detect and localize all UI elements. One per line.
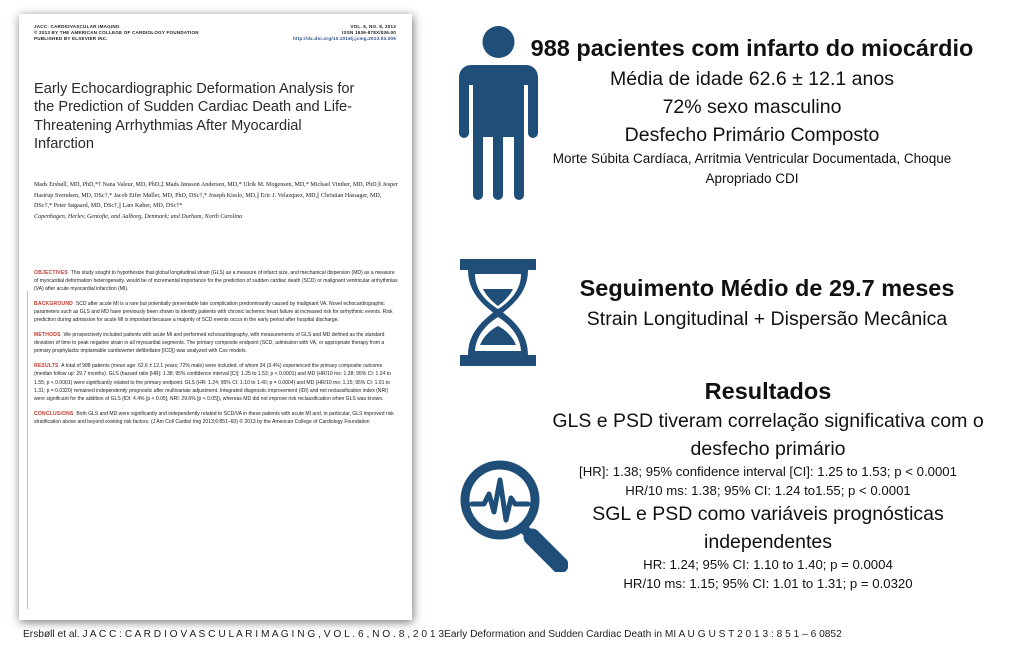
results-summary [538, 377, 998, 593]
outcome-components-cont: Apropriado CDI [705, 171, 799, 186]
background-section [34, 300, 399, 324]
methods-section [34, 331, 399, 355]
journal-header: JACC: CARDIOVASCULAR IMAGING © 2013 BY THE AMERICAN COLLEGE OF CARDIOLOGY FOUNDATION PUBLISHED BY ELSEVIER INC. [34, 24, 199, 41]
volume-info: VOL. 6, NO. 8, 2013 [350, 24, 396, 29]
results-section [34, 362, 399, 402]
gls-hazard-ratio: [HR]: 1.38; 95% confidence interval [CI]: 1.25 to 1.53; p < 0.0001 [579, 464, 957, 479]
male-percentage: 72% sexo masculino [662, 96, 842, 118]
conclusions-text: Both GLS and MD were significantly and independently related to SCD/VA in these patients with acute MI and, in particular, GLS improved risk stratification above and beyond existing risk factors. (J Am Coll Cardiol Img 2013;6:851–60) © 2013 by the American College of Cardiology Foundation [34, 410, 394, 425]
gls-adjusted-hr: HR: 1.24; 95% CI: 1.10 to 1.40; p = 0.0004 [643, 557, 893, 573]
conclusions-section [34, 410, 399, 426]
objectives-label: OBJECTIVES [34, 270, 68, 276]
conclusions-label: CONCLUSIONS [34, 410, 74, 417]
methods-line: Strain Longitudinal + Dispersão Mecânica [586, 308, 948, 330]
paper-first-page [19, 14, 412, 620]
md-hazard-ratio: HR/10 ms: 1.38; 95% CI: 1.24 to1.55; p < 0.0001 [625, 482, 911, 498]
outcome-components: Morte Súbita Cardíaca, Arritmia Ventricular Documentada, Choque [552, 151, 952, 166]
independent-predictors-line: SGL e PSD como variáveis prognósticas [592, 503, 944, 526]
background-label: BACKGROUND [34, 301, 74, 308]
patients-summary [516, 34, 988, 189]
journal-header-right [293, 24, 396, 42]
objectives-text: This study sought to hypothesize that global longitudinal strain (GLS) as a measure of infarct size, and mechanical dispersion (MD) as a measure of myocardial deformation heterogeneity, would be of incremental importance for the prediction of sudden cardiac death (SCD) or malignant ventricular arrhythmias (VA) after acute myocardial infarction (MI). [34, 270, 398, 293]
methods-label: METHODS [34, 332, 61, 339]
independent-predictors-cont: independentes [704, 531, 832, 554]
results-label: RESULTS [34, 363, 59, 370]
methods-text: We prospectively included patients with acute MI and performed echocardiography, with measurements of GLS and MD defined as the standard deviation of time to peak negative strain in all myocardial segments. The primary composite endpoint (SCD, admission with VA, or appropriate therapy from a primary prophylactic implantable cardioverter defibrillator [ICD]) was analyzed with Cox models. [34, 332, 385, 355]
background-text: SCD after acute MI is a rare but potentially preventable late complication predominantly caused by malignant VA. Novel echocardiographic parameters such as GLS and MD have previously been shown to identify patients with chronic ischemic heart failure at increased risk for arrhythmic events. Risk prediction during admission for acute MI is important because a majority of SCD events occur in the early period after hospital discharge. [34, 301, 393, 324]
author-list: Mads Ersbøll, MD, PhD,*† Nana Valeur, MD, PhD,‡ Mads Jønsson Andersen, MD,* Ulrik M. Mogensen, MD,* Michael Vinther, MD, PhD,§ Jesper Hastrup Svendsen, MD, DSc†,* Jacob Eifer Møller, MD, PhD, DSc†,* Joseph Kisslo, MD,|| Eric J. Velazquez, MD,|| Christian Hassager, MD, DSc†,* Peter Søgaard, MD, DSc†,|| Lars Køber, MD, DSc†* [34, 182, 398, 210]
affiliations: Copenhagen, Herlev, Gentofte, and Aalborg, Denmark; and Durham, North Carolina [34, 213, 243, 220]
patients-heading: 988 pacientes com infarto do miocárdio [530, 35, 974, 61]
citation-footer: Ersbøll et al. J A C C : C A R D I O V A S C U L A R I M A G I N G , V O L . 6 , N O . 8 , 2 0 1 3Early Deformation and Sudden Cardiac Death in MI A U G U S T 2 0 1 3 : 8 5 1 – 6 0852 [23, 629, 842, 640]
results-text: A total of 988 patients (mean age: 62.6 ± 12.1 years; 72% male) were included, of whom 34 (3.4%) experienced the primary composite outcome (median follow up: 29.7 months). GLS (hazard ratio [HR]: 1.38; 95% confidence interval [CI]: 1.25 to 1.53; p < 0.0001) and MD (HR/10 ms: 1.38; 95% CI: 1.24 to 1.55; p < 0.0001) were significantly related to the primary endpoint. GLS (HR: 1.24; 95% CI: 1.10 to 1.40; p = 0.0004) and MD (HR/10 ms: 1.15; 95% CI: 1.01 to 1.31; p = 0.0320) remained independently prognostic after multivariate adjustment. Integrated diagnostic improvement (IDI) and net reclassification index (NRI) were significant for the addition of GLS (IDI: 4.4% [p < 0.05]; NRI: 29.6% [p < 0.05]), whereas MD did not improve risk reclassification when GLS was known. [34, 363, 391, 402]
objectives-section [34, 269, 399, 293]
correlation-line: GLS e PSD tiveram correlação significativa com o [552, 410, 984, 432]
correlation-line-cont: desfecho primário [690, 438, 846, 460]
hourglass-icon [460, 259, 536, 366]
md-adjusted-hr: HR/10 ms: 1.15; 95% CI: 1.01 to 1.31; p = 0.0320 [623, 575, 913, 591]
abstract [34, 269, 399, 433]
results-heading: Resultados [704, 378, 832, 404]
follow-up-heading: Seguimento Médio de 29.7 meses [579, 275, 955, 301]
paper-title: Early Echocardiographic Deformation Analysis for the Prediction of Sudden Cardiac Death and Life-Threatening Arrhythmias After Myocardial Infarction [34, 81, 355, 153]
issn: ISSN 1936-878X/$36.00 [341, 30, 396, 35]
paper-authors [34, 180, 399, 222]
primary-outcome-label: Desfecho Primário Composto [624, 124, 880, 146]
mean-age: Média de idade 62.6 ± 12.1 anos [610, 68, 894, 90]
doi-link[interactable]: http://dx.doi.org/10.1016/j.jcmg.2013.03.009 [292, 36, 396, 41]
follow-up-summary [536, 274, 998, 333]
abstract-divider [27, 291, 28, 609]
